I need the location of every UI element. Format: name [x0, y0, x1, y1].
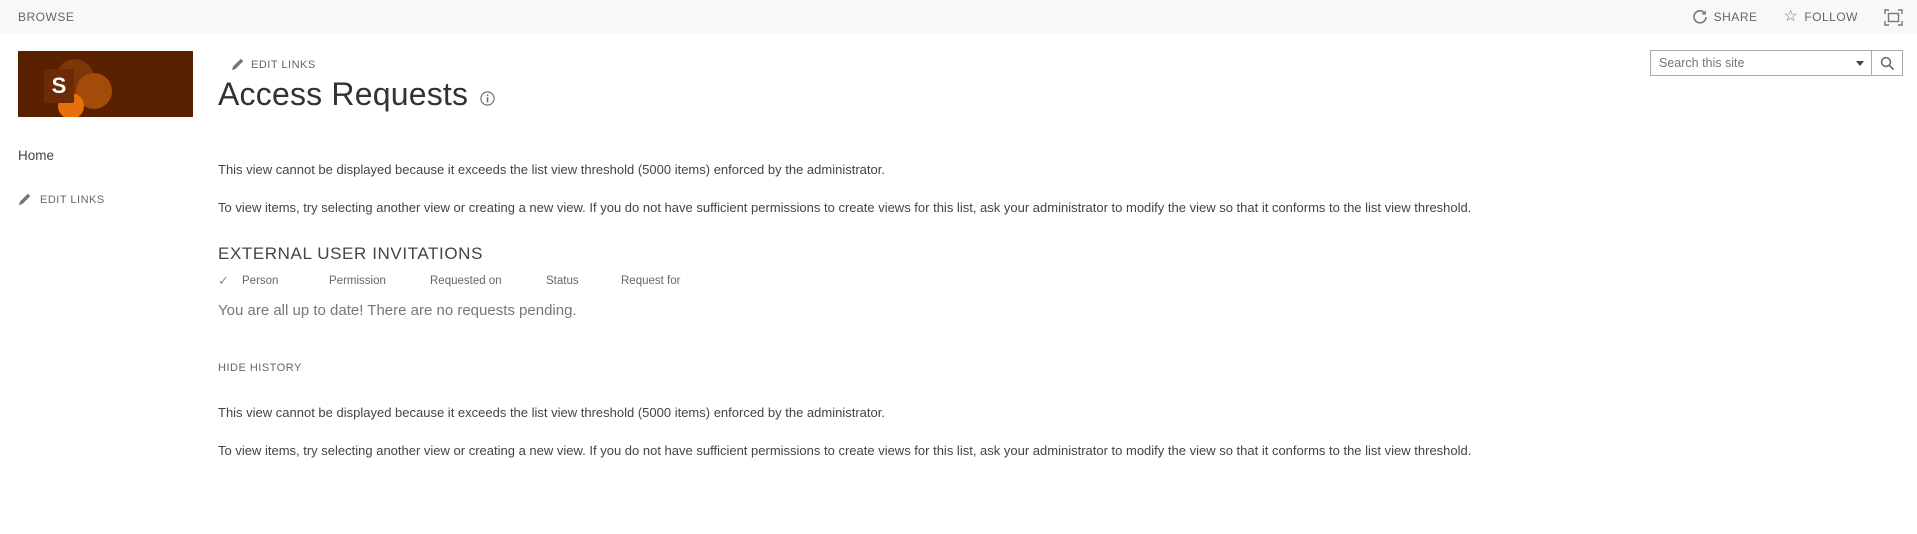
no-pending-requests-message: You are all up to date! There are no requests pending. — [218, 301, 577, 319]
history-threshold-message-line2: To view items, try selecting another view or creating a new view. If you do not have sufficient permissions to create views for this list, ask your administrator to modify the view so that it conforms to the list view threshold. — [218, 442, 1472, 458]
threshold-message-line2: To view items, try selecting another view or creating a new view. If you do not have sufficient permissions to create views for this list, ask your administrator to modify the view so that it conforms to the list view threshold. — [218, 199, 1472, 215]
threshold-message-line1: This view cannot be displayed because it exceeds the list view threshold (5000 items) enforced by the administrator. — [218, 162, 885, 177]
site-search-box — [1650, 50, 1903, 76]
share-icon — [1692, 9, 1708, 25]
select-all-check-icon[interactable]: ✓ — [218, 272, 229, 288]
pencil-icon — [231, 58, 244, 71]
suite-bar — [0, 0, 1917, 34]
follow-button[interactable] — [1783, 9, 1858, 25]
search-icon — [1880, 56, 1895, 71]
share-button[interactable] — [1692, 9, 1758, 25]
invitations-column-headers — [218, 273, 1718, 289]
focus-on-content-icon — [1884, 9, 1903, 26]
page-title: Access Requests — [218, 76, 469, 112]
focus-on-content-button[interactable] — [1884, 9, 1903, 26]
share-label: SHARE — [1713, 10, 1758, 24]
column-header-permission[interactable]: Permission — [329, 274, 386, 287]
column-header-person[interactable]: Person — [242, 274, 279, 287]
column-header-request-for[interactable]: Request for — [621, 274, 681, 287]
edit-links-top-label: EDIT LINKS — [251, 58, 316, 71]
search-input[interactable] — [1651, 56, 1849, 70]
sidebar-item-home[interactable]: Home — [18, 148, 55, 163]
edit-links-top-button[interactable] — [231, 58, 316, 71]
logo-letter: S — [44, 69, 74, 103]
history-section — [218, 405, 1718, 460]
star-icon: ☆ — [1783, 8, 1799, 25]
column-header-requested-on[interactable]: Requested on — [430, 274, 502, 287]
external-user-invitations-heading: EXTERNAL USER INVITATIONS — [218, 243, 484, 263]
main-content — [218, 162, 1718, 460]
search-button[interactable] — [1872, 51, 1902, 75]
follow-label: FOLLOW — [1804, 10, 1858, 24]
suite-bar-actions — [1692, 9, 1903, 26]
column-header-status[interactable]: Status — [546, 274, 579, 287]
edit-links-side-label: EDIT LINKS — [40, 193, 105, 206]
info-button[interactable] — [480, 91, 495, 106]
site-logo[interactable] — [18, 51, 193, 117]
search-scope-dropdown[interactable] — [1849, 51, 1871, 75]
info-icon — [480, 91, 495, 106]
pencil-icon — [18, 193, 31, 206]
edit-links-side-button[interactable] — [18, 193, 198, 206]
chevron-down-icon — [1856, 61, 1864, 66]
tab-browse[interactable]: BROWSE — [18, 10, 75, 24]
left-nav — [18, 148, 198, 206]
hide-history-link[interactable]: HIDE HISTORY — [218, 361, 302, 374]
history-threshold-message-line1: This view cannot be displayed because it exceeds the list view threshold (5000 items) enforced by the administrator. — [218, 404, 885, 420]
